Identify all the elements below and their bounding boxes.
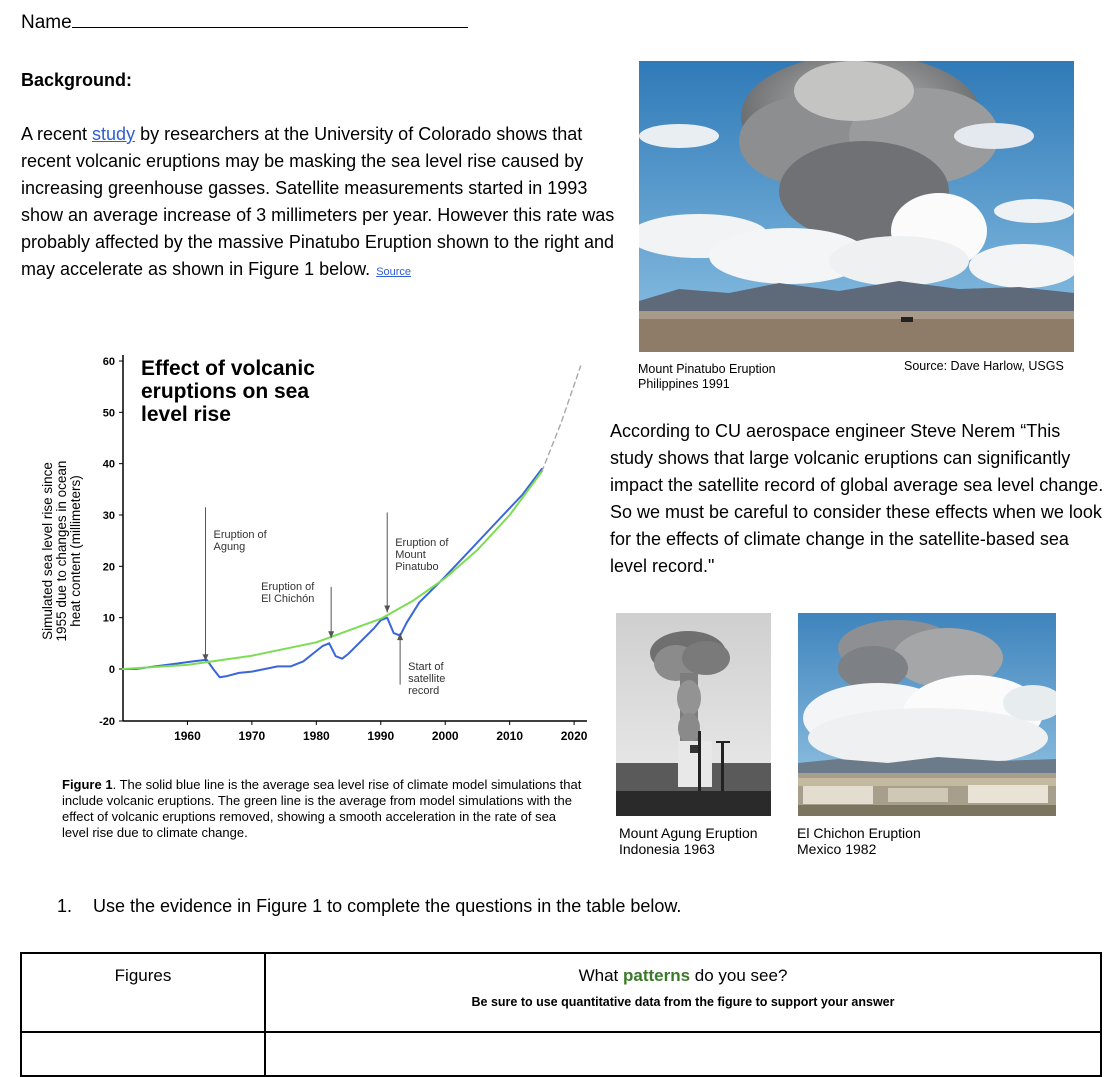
annotation-arrow-head [384,606,390,613]
pinatubo-caption [638,362,776,392]
answer-cell[interactable] [265,1032,1101,1076]
patterns-header [267,966,1099,986]
annotation-label: Mount [395,549,426,561]
source-link[interactable]: Source [376,266,412,278]
annotation-label: Agung [213,541,246,553]
y-axis-label-line: Simulated sea level rise since [40,462,55,640]
patterns-header-after: do you see? [690,966,788,985]
figure-1-text: . The solid blue line is the average sea level rise of climate model simulations that include volcanic eruptions. The green line is the average from model simulations with the effect of volcanic eruptions removed, showing a smooth acceleration in the rate of sea level rise due to climate change. [62,777,582,840]
study-link[interactable]: study [92,124,136,144]
question-1-text: Use the evidence in Figure 1 to complete the questions in the table below. [93,896,682,916]
elchichon-photo [798,613,1056,816]
x-tick-label: 1980 [302,729,330,743]
x-tick-label: 1960 [174,729,201,743]
figures-header-cell [21,953,265,1032]
annotation-label: Pinatubo [395,561,439,573]
pinatubo-credit: Source: Dave Harlow, USGS [904,359,1064,373]
x-tick-label: 1990 [367,729,395,743]
table-header-row [21,953,1101,1032]
pinatubo-caption-line1: Mount Pinatubo Eruption [638,362,776,376]
y-axis-label-line: heat content (millimeters) [68,475,83,627]
name-field[interactable] [21,9,468,34]
annotation-label: Start of [408,661,444,673]
figures-header: Figures [114,966,172,985]
figure-1-caption [62,777,582,841]
background-paragraph [21,121,621,286]
nerem-quote: According to CU aerospace engineer Steve Nerem “This study shows that large volcanic eruptions can significantly impact the satellite record of global average sea level change. So we must be careful to consider these effects when we look for the effects of climate change in the satellite-based sea level record." [610,421,1104,576]
annotation-label: El Chichón [261,593,315,605]
y-tick-label: 50 [102,407,115,420]
agung-caption-line2: Indonesia 1963 [619,841,715,857]
y-tick-label: 0 [108,664,115,676]
background-heading: Background: [21,70,133,90]
agung-caption [619,825,758,857]
patterns-header-before: What [578,966,623,985]
table-row [21,1032,1101,1076]
elchichon-caption [797,825,921,857]
elchichon-caption-line1: El Chichon Eruption [797,825,921,841]
question-1 [57,896,681,917]
name-blank-line[interactable] [72,9,468,28]
annotation-label: record [408,685,440,697]
question-1-number: 1. [57,896,73,916]
figure-cell[interactable] [21,1032,265,1076]
x-tick-label: 2000 [431,729,459,743]
y-tick-label: 20 [102,561,115,574]
figure-1-label: Figure 1 [62,777,113,792]
y-tick-label: 40 [102,458,115,471]
agung-caption-line1: Mount Agung Eruption [619,825,758,841]
y-tick-label: 60 [102,356,115,368]
patterns-keyword: patterns [622,966,691,985]
pinatubo-caption-line2: Philippines 1991 [638,377,730,391]
series-line-3 [542,366,581,471]
agung-photo [616,613,771,816]
y-tick-label: -20 [99,716,115,728]
x-tick-label: 2020 [560,729,588,743]
sea-level-chart [30,345,600,750]
annotation-label: satellite [408,673,446,685]
patterns-subheader: Be sure to use quantitative data from the figure to support your answer [471,995,895,1009]
evidence-table [20,952,1102,1077]
chart-title-line: Effect of volcanic [141,357,315,380]
series-line-1 [123,469,542,678]
x-tick-label: 1970 [238,729,266,743]
pinatubo-photo [639,61,1074,352]
intro-text-2: by researchers at the University of Colorado shows that recent volcanic eruptions may be masking the sea level rise caused by increasing greenhouse gasses. Satellite measurements started in 1993 show an average increase of 3 millimeters per year. However this rate was probably affected by the massive Pinatubo Eruption shown to the right and may accelerate as shown in Figure 1 below. [21,124,615,279]
intro-text-1: A recent [21,124,93,144]
annotation-label: Eruption of [261,581,315,593]
elchichon-caption-line2: Mexico 1982 [797,841,877,857]
y-tick-label: 30 [102,510,115,522]
patterns-header-cell [265,953,1101,1032]
chart-title-line: eruptions on sea [141,380,310,403]
annotation-label: Eruption of [395,537,449,549]
series-line-2 [123,471,542,669]
x-tick-label: 2010 [496,729,524,743]
y-axis-label-line: 1955 due to changes in ocean [54,460,69,642]
chart-title-line: level rise [141,403,231,426]
name-label: Name [21,12,72,33]
y-tick-label: 10 [102,612,115,625]
annotation-label: Eruption of [213,529,267,541]
